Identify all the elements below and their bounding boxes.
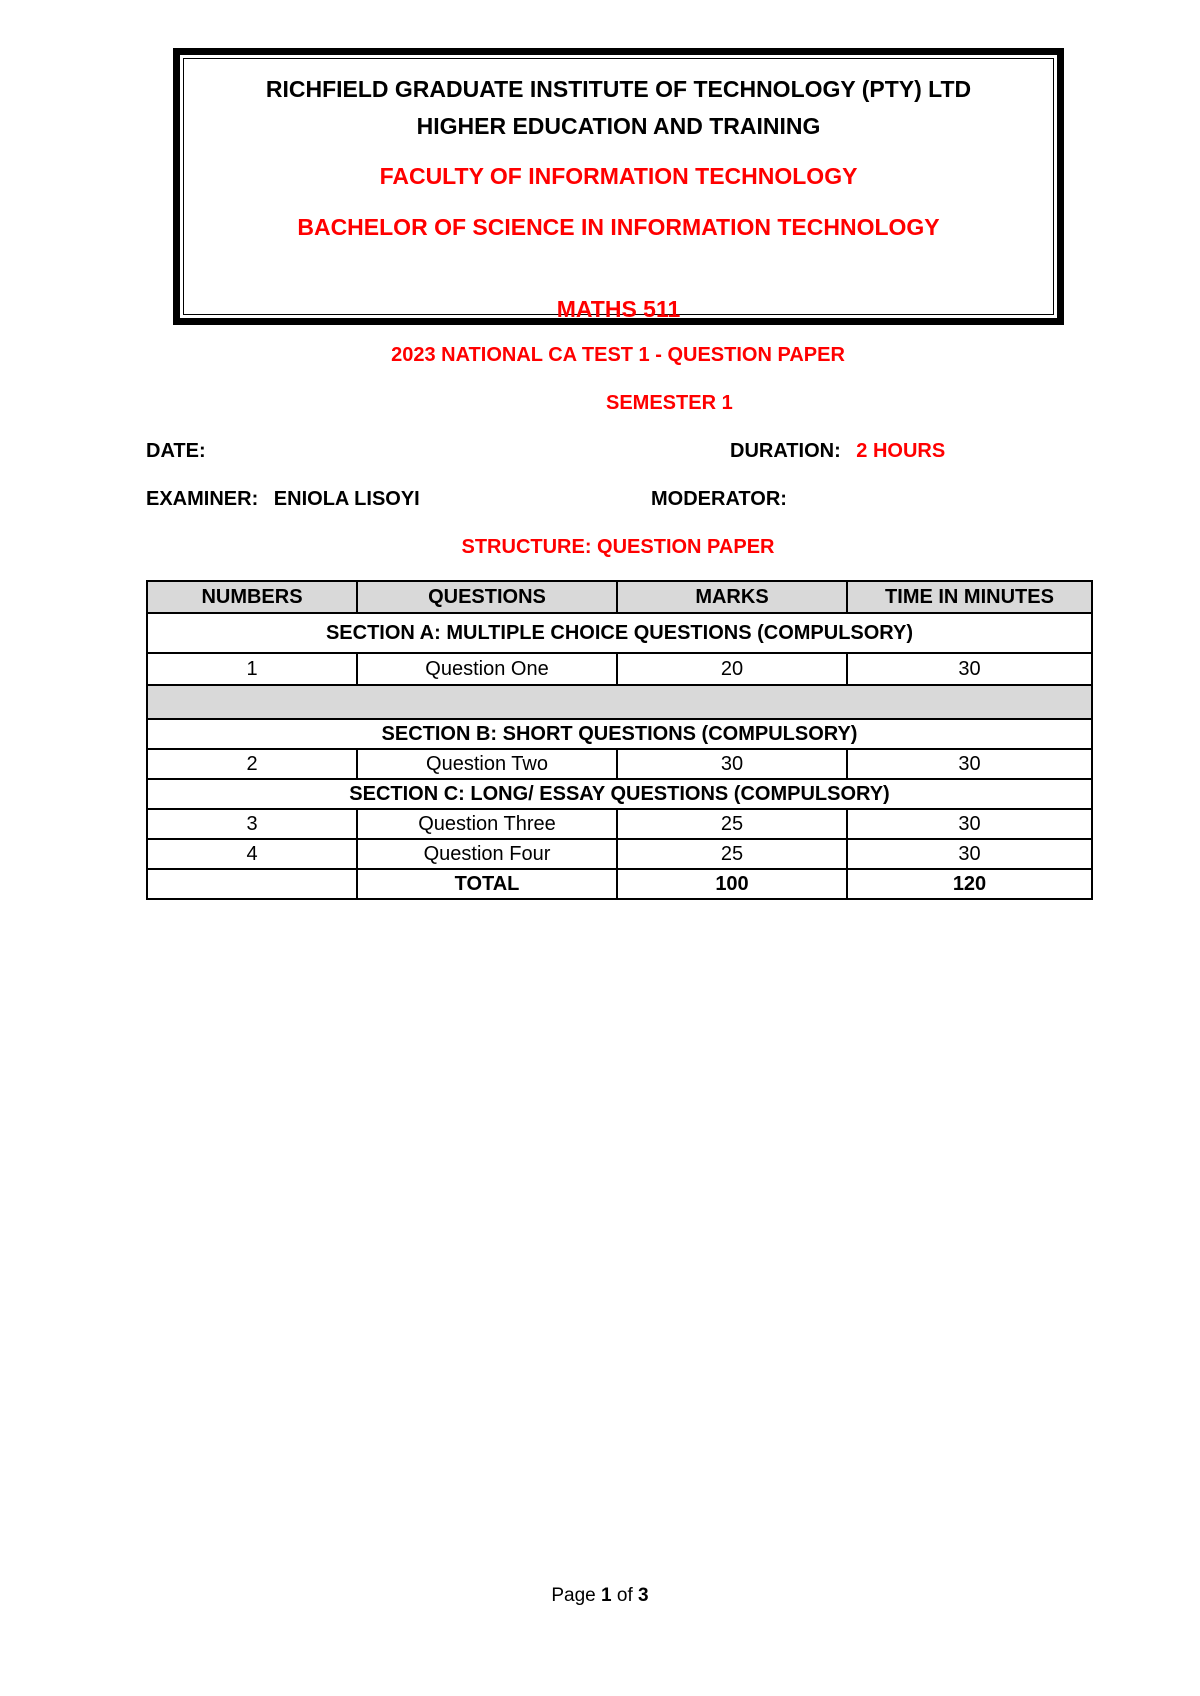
header-questions: QUESTIONS (357, 581, 617, 613)
row-marks: 20 (617, 653, 847, 685)
examiner-label: EXAMINER: (146, 488, 259, 510)
row-question: Question Three (357, 809, 617, 839)
total-number (147, 869, 357, 899)
section-a-label: SECTION A: MULTIPLE CHOICE QUESTIONS (COMPULSORY) (147, 613, 1092, 653)
examiner-value: ENIOLA LISOYI (273, 488, 420, 510)
row-marks: 25 (617, 839, 847, 869)
row-time: 30 (847, 653, 1092, 685)
table-header-row (147, 581, 1092, 613)
row-time: 30 (847, 839, 1092, 869)
section-a-row (147, 613, 1092, 653)
row-number: 4 (147, 839, 357, 869)
paper-title: 2023 NATIONAL CA TEST 1 - QUESTION PAPER (391, 344, 845, 366)
date-label: DATE: (146, 440, 206, 462)
page-footer (0, 1584, 1200, 1608)
table-row (147, 809, 1092, 839)
page-prefix: Page (551, 1585, 596, 1606)
examiner-field (146, 487, 420, 511)
header-box (173, 48, 1064, 325)
table-row (147, 749, 1092, 779)
header-marks: MARKS (617, 581, 847, 613)
section-c-row (147, 779, 1092, 809)
faculty-name: FACULTY OF INFORMATION TECHNOLOGY (379, 163, 858, 189)
semester: SEMESTER 1 (606, 392, 733, 414)
section-b-row (147, 719, 1092, 749)
duration-field (730, 439, 945, 463)
section-c-label: SECTION C: LONG/ ESSAY QUESTIONS (COMPULSORY) (147, 779, 1092, 809)
row-question: Question One (357, 653, 617, 685)
total-row (147, 869, 1092, 899)
row-question: Question Four (357, 839, 617, 869)
row-number: 3 (147, 809, 357, 839)
row-number: 2 (147, 749, 357, 779)
page-current: 1 (601, 1585, 612, 1606)
row-time: 30 (847, 809, 1092, 839)
header-time: TIME IN MINUTES (847, 581, 1092, 613)
structure-table (146, 580, 1093, 900)
total-time: 120 (847, 869, 1092, 899)
section-b-label: SECTION B: SHORT QUESTIONS (COMPULSORY) (147, 719, 1092, 749)
grey-spacer-row (147, 685, 1092, 719)
table-row (147, 839, 1092, 869)
module-code: MATHS 511 (556, 296, 681, 322)
row-question: Question Two (357, 749, 617, 779)
total-label: TOTAL (357, 869, 617, 899)
table-row (147, 653, 1092, 685)
row-marks: 30 (617, 749, 847, 779)
page-total: 3 (638, 1585, 649, 1606)
structure-title: STRUCTURE: QUESTION PAPER (461, 536, 775, 558)
division-name: HIGHER EDUCATION AND TRAINING (416, 113, 821, 139)
degree-name: BACHELOR OF SCIENCE IN INFORMATION TECHNOLOGY (297, 214, 940, 240)
row-number: 1 (147, 653, 357, 685)
grey-spacer-cell (147, 685, 1092, 719)
total-marks: 100 (617, 869, 847, 899)
row-marks: 25 (617, 809, 847, 839)
duration-value: 2 HOURS (856, 440, 946, 462)
page-of: of (616, 1585, 633, 1606)
duration-label: DURATION: (730, 440, 841, 462)
row-time: 30 (847, 749, 1092, 779)
header-numbers: NUMBERS (147, 581, 357, 613)
institution-name: RICHFIELD GRADUATE INSTITUTE OF TECHNOLOGY (PTY) LTD (265, 76, 972, 102)
moderator-label: MODERATOR: (651, 488, 787, 510)
